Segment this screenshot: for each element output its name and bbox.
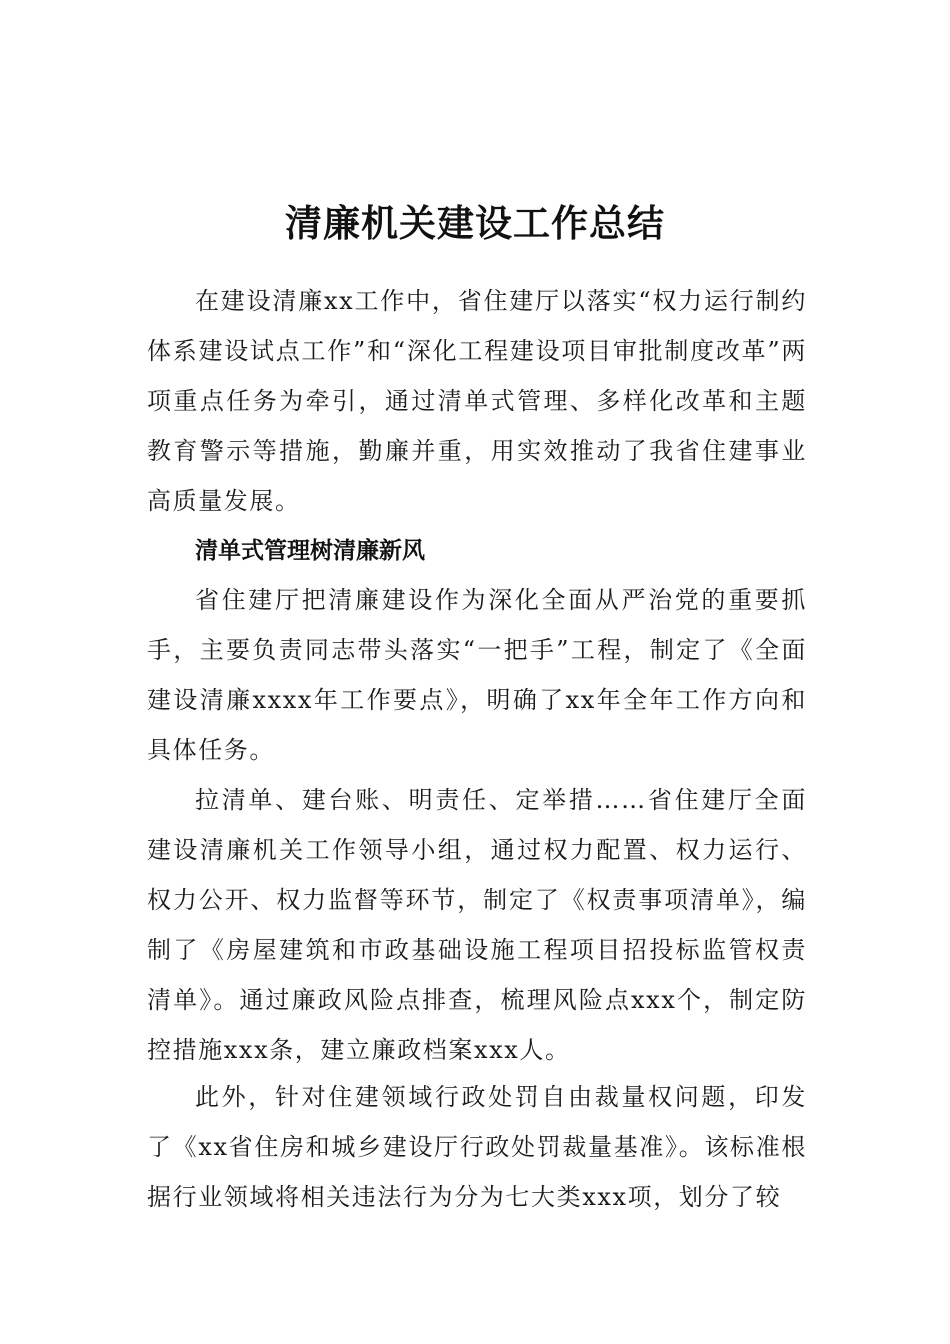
paragraph-intro: 在建设清廉xx工作中，省住建厅以落实“权力运行制约体系建设试点工作”和“深化工程建设项目审批制度改革”两项重点任务为牵引，通过清单式管理、多样化改革和主题教育警示等措施，勤廉并重，用实效推动了我省住建事业高质量发展。 (147, 287, 807, 515)
paragraph-work-points: 省住建厅把清廉建设作为深化全面从严治党的重要抓手，主要负责同志带头落实“一把手”工程，制定了《全面建设清廉xxxx年工作要点》，明确了xx年全年工作方向和具体任务。 (147, 586, 807, 764)
section-heading: 清单式管理树清廉新风 (195, 538, 425, 564)
paragraph-penalty-standard: 此外，针对住建领域行政处罚自由裁量权问题，印发了《xx省住房和城乡建设厅行政处罚裁量基准》。该标准根据行业领域将相关违法行为分为七大类xxx项，划分了较 (147, 1083, 807, 1211)
paragraph-checklist: 拉清单、建台账、明责任、定举措……省住建厅全面建设清廉机关工作领导小组，通过权力配置、权力运行、权力公开、权力监督等环节，制定了《权责事项清单》，编制了《房屋建筑和市政基础设施工程项目招投标监管权责清单》。通过廉政风险点排查，梳理风险点xxx个，制定防控措施xxx条，建立廉政档案xxx人。 (147, 786, 807, 1064)
document-title: 清廉机关建设工作总结 (285, 200, 665, 245)
